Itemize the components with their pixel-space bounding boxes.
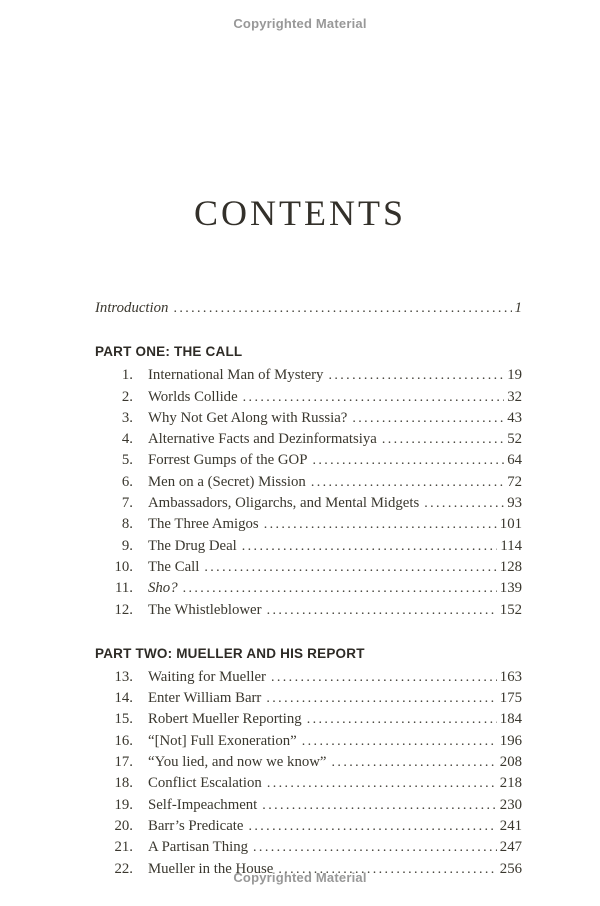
toc-entry xyxy=(95,709,522,730)
toc-page-number: 218 xyxy=(499,775,522,792)
dot-leader xyxy=(173,298,511,319)
dot-leader xyxy=(267,773,497,794)
toc-section-heading: PART TWO: MUELLER AND HIS REPORT xyxy=(95,645,365,661)
toc-page-number: 241 xyxy=(499,817,522,834)
toc-page-number: 208 xyxy=(499,754,522,771)
toc-page-number: 163 xyxy=(499,668,522,685)
copyright-notice-top: Copyrighted Material xyxy=(233,16,367,31)
toc-page-number: 184 xyxy=(499,711,522,728)
toc-page-number: 93 xyxy=(507,495,522,512)
toc-entry-number: 3. xyxy=(121,409,133,426)
toc-page-number: 43 xyxy=(507,409,522,426)
toc-entry xyxy=(95,773,522,794)
toc-page-number: 139 xyxy=(499,580,522,597)
toc-entry-number: 12. xyxy=(114,601,133,618)
toc-entry-title: Alternative Facts and Dezinformatsiya xyxy=(148,431,377,448)
toc-entry-number: 8. xyxy=(121,516,133,533)
toc-entry-number: 7. xyxy=(121,495,133,512)
toc-entry-number: 14. xyxy=(114,690,133,707)
toc-entry-title: Mueller in the House xyxy=(148,860,274,877)
toc-entry-number: 13. xyxy=(114,668,133,685)
toc-entry xyxy=(95,536,522,557)
toc-entry-number: 20. xyxy=(114,817,133,834)
dot-leader xyxy=(262,795,497,816)
toc-entry-number: 22. xyxy=(114,860,133,877)
toc-entry-title: The Drug Deal xyxy=(148,537,237,554)
toc-entry xyxy=(95,493,522,514)
toc-entry-title: Barr’s Predicate xyxy=(148,817,244,834)
toc-entry-introduction xyxy=(95,298,522,319)
toc-entry-title: “[Not] Full Exoneration” xyxy=(148,732,297,749)
toc-page-number: 101 xyxy=(499,516,522,533)
toc-entry-number: 2. xyxy=(121,388,133,405)
dot-leader xyxy=(243,387,505,408)
toc-entry-title: Sho? xyxy=(148,580,178,597)
toc-entry-title: Conflict Escalation xyxy=(148,775,262,792)
toc-entry xyxy=(95,429,522,450)
toc-section xyxy=(95,646,522,880)
dot-leader xyxy=(264,514,497,535)
toc-entry-number: 10. xyxy=(114,558,133,575)
toc-entry xyxy=(95,688,522,709)
toc-page-number: 128 xyxy=(499,558,522,575)
toc-entry-number: 11. xyxy=(115,580,133,597)
toc-page-number: 247 xyxy=(499,839,522,856)
toc-entry xyxy=(95,514,522,535)
toc-entry-title: Robert Mueller Reporting xyxy=(148,711,302,728)
toc-entry xyxy=(95,600,522,621)
dot-leader xyxy=(332,752,497,773)
toc-entry xyxy=(95,731,522,752)
toc-section-entries xyxy=(95,667,522,880)
table-of-contents xyxy=(95,298,522,880)
toc-entry-title: Self-Impeachment xyxy=(148,796,258,813)
toc-page-number: 175 xyxy=(499,690,522,707)
dot-leader xyxy=(271,667,497,688)
toc-page-number: 114 xyxy=(500,537,522,554)
toc-entry xyxy=(95,752,522,773)
toc-page-number: 196 xyxy=(499,732,522,749)
toc-entry xyxy=(95,450,522,471)
toc-entry-title: Forrest Gumps of the GOP xyxy=(148,452,308,469)
toc-entry-number: 21. xyxy=(114,839,133,856)
dot-leader xyxy=(253,837,497,858)
toc-entry-title: International Man of Mystery xyxy=(148,367,324,384)
toc-entry xyxy=(95,837,522,858)
toc-entry-title: The Three Amigos xyxy=(148,516,259,533)
toc-entry xyxy=(95,387,522,408)
toc-entry xyxy=(95,408,522,429)
toc-entry-number: 5. xyxy=(121,452,133,469)
dot-leader xyxy=(183,578,497,599)
dot-leader xyxy=(352,408,504,429)
toc-entry-number: 18. xyxy=(114,775,133,792)
toc-entry-number: 9. xyxy=(121,537,133,554)
toc-entry-title: Waiting for Mueller xyxy=(148,668,266,685)
dot-leader xyxy=(204,557,496,578)
toc-page-number: 64 xyxy=(507,452,522,469)
toc-entry-number: 19. xyxy=(114,796,133,813)
toc-entry-title: Enter William Barr xyxy=(148,690,262,707)
toc-entry-title: “You lied, and now we know” xyxy=(148,754,327,771)
dot-leader xyxy=(328,365,504,386)
toc-entry-number: 17. xyxy=(114,754,133,771)
dot-leader xyxy=(266,688,496,709)
toc-entry-title: Men on a (Secret) Mission xyxy=(148,473,306,490)
toc-page-number: 152 xyxy=(499,601,522,618)
toc-section-heading: PART ONE: THE CALL xyxy=(95,344,243,360)
toc-page-number: 72 xyxy=(507,473,522,490)
dot-leader xyxy=(307,709,497,730)
toc-entry xyxy=(95,795,522,816)
toc-entry-title: The Call xyxy=(148,558,200,575)
page-title: CONTENTS xyxy=(194,193,406,233)
dot-leader xyxy=(382,429,504,450)
toc-entry-title: Worlds Collide xyxy=(148,388,238,405)
toc-page-number: 32 xyxy=(507,388,522,405)
toc-page-number: 1 xyxy=(514,300,522,316)
toc-entry xyxy=(95,557,522,578)
toc-section xyxy=(95,344,522,621)
toc-sections xyxy=(95,344,522,880)
toc-entry xyxy=(95,472,522,493)
toc-entry-title: Introduction xyxy=(95,300,169,316)
dot-leader xyxy=(311,472,504,493)
dot-leader xyxy=(242,536,498,557)
dot-leader xyxy=(312,450,504,471)
toc-page-number: 52 xyxy=(507,431,522,448)
toc-entry-number: 15. xyxy=(114,711,133,728)
toc-entry xyxy=(95,667,522,688)
toc-entry-number: 4. xyxy=(121,431,133,448)
toc-entry-title: Ambassadors, Oligarchs, and Mental Midgets xyxy=(148,495,420,512)
toc-section-entries xyxy=(95,365,522,621)
dot-leader xyxy=(424,493,504,514)
toc-entry-title: Why Not Get Along with Russia? xyxy=(148,409,348,426)
toc-page-number: 256 xyxy=(499,860,522,877)
toc-entry-title: The Whistleblower xyxy=(148,601,262,618)
toc-entry-number: 16. xyxy=(114,732,133,749)
toc-entry-title: A Partisan Thing xyxy=(148,839,249,856)
toc-entry xyxy=(95,578,522,599)
toc-page-number: 19 xyxy=(507,367,522,384)
copyright-notice-bottom: Copyrighted Material xyxy=(233,870,367,885)
toc-entry xyxy=(95,816,522,837)
toc-page-number: 230 xyxy=(499,796,522,813)
toc-entry-number: 1. xyxy=(121,367,133,384)
dot-leader xyxy=(267,600,497,621)
toc-entry xyxy=(95,365,522,386)
toc-entry-number: 6. xyxy=(121,473,133,490)
dot-leader xyxy=(302,731,497,752)
dot-leader xyxy=(248,816,496,837)
